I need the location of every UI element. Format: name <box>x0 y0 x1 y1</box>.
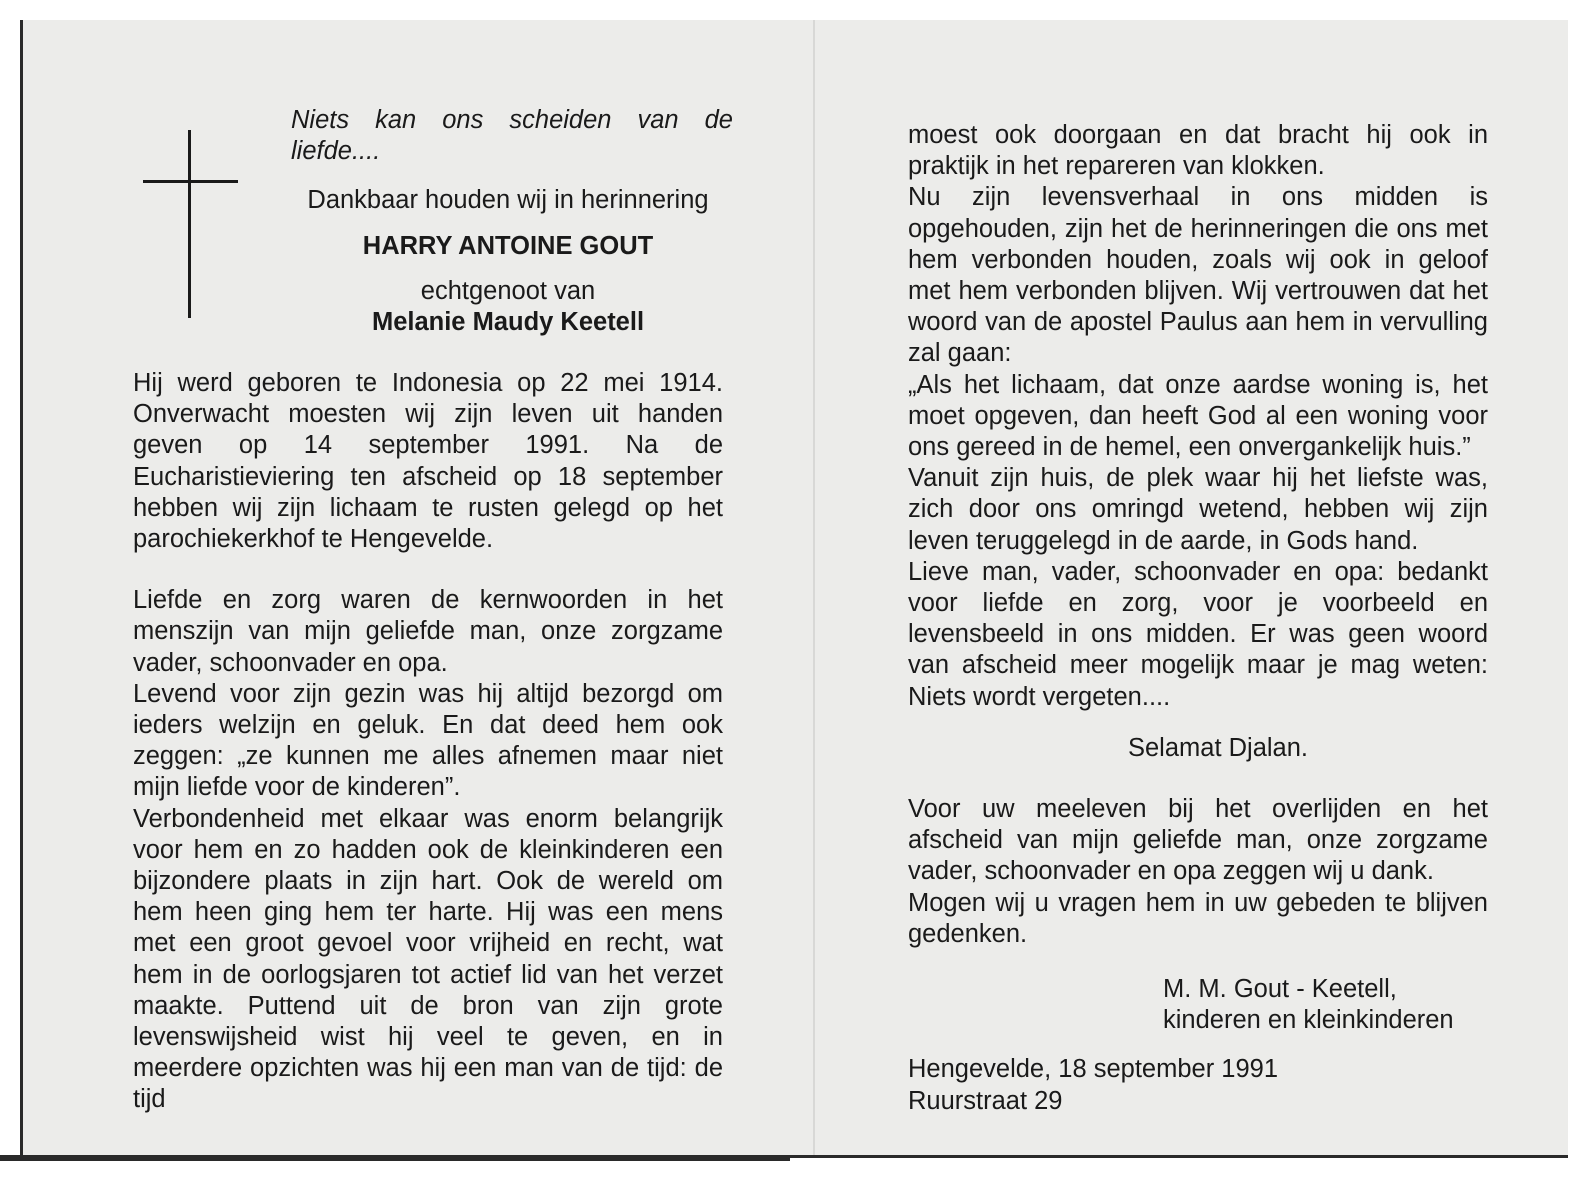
right-body <box>908 120 1488 1117</box>
love-paragraph: Liefde en zorg waren de kernwoorden in het menszijn van mijn geliefde man, onze zorgzame vader, schoonvader en opa. <box>133 586 723 677</box>
card-edge-shadow <box>0 1155 790 1161</box>
motto: Niets kan ons scheiden van de liefde.... <box>291 106 733 166</box>
place-date: Hengevelde, 18 september 1991 <box>908 1055 1279 1084</box>
cross-icon-arm <box>143 180 238 183</box>
memory-paragraph: Nu zijn levensverhaal in ons midden is opgehouden, zijn het de herinneringen die ons met hem verbonden houden, zoals wij ook in geloof met hem verbonden blijven. Wij vertrouwen dat het woord van de apostel Paulus aan hem in vervulling zal gaan: <box>908 183 1488 368</box>
left-body <box>133 368 723 1116</box>
relation-text: echtgenoot van <box>420 276 596 305</box>
thanks-paragraph: Voor uw meeleven bij het overlijden en het afscheid van mijn geliefde man, onze zorgzame vader, schoonvader en opa zeggen wij u dank. <box>908 795 1488 886</box>
deceased-name: HARRY ANTOINE GOUT <box>362 231 654 260</box>
family-paragraph: Levend voor zijn gezin was hij altijd bezorgd om ieders welzijn en geluk. En dat deed hem ook zeggen: „ze kunnen me alles afnemen maar niet mijn liefde voor de kinderen”. <box>133 679 723 802</box>
left-header <box>283 105 733 338</box>
farewell-line: Selamat Djalan. <box>1127 733 1308 762</box>
signature-family: kinderen en kleinkinderen <box>1163 1006 1454 1035</box>
signature-block <box>1163 974 1488 1036</box>
prayer-paragraph: Mogen wij u vragen hem in uw gebeden te blijven gedenken. <box>908 888 1488 948</box>
memorial-card <box>20 20 1568 1158</box>
card-fold <box>813 20 815 1155</box>
footer-block <box>908 1054 1488 1116</box>
continuation-paragraph: moest ook doorgaan en dat bracht hij ook in praktijk in het repareren van klokken. <box>908 121 1488 181</box>
address: Ruurstraat 29 <box>908 1086 1063 1115</box>
intro-text: Dankbaar houden wij in herinnering <box>307 186 709 215</box>
farewell-paragraph: Lieve man, vader, schoonvader en opa: bedankt voor liefde en zorg, voor je voorbeeld en levensbeeld in ons midden. Er was geen woord van afscheid meer mogelijk maar je mag weten: Niets wordt vergeten.... <box>908 557 1488 711</box>
bible-quote: „Als het lichaam, dat onze aardse woning is, het moet opgeven, dan heeft God al een woning voor ons gereed in de hemel, een onvergankelijk huis.” <box>908 370 1488 462</box>
spouse-name: Melanie Maudy Keetell <box>371 308 645 337</box>
signature-name: M. M. Gout - Keetell, <box>1163 975 1397 1004</box>
cross-icon <box>188 130 191 318</box>
life-paragraph: Verbondenheid met elkaar was enorm belangrijk voor hem en zo hadden ook de kleinkinderen een bijzondere plaats in zijn hart. Ook de wereld om hem heen ging hem ter harte. Hij was een mens met een groot gevoel voor vrijheid en recht, wat hem in de oorlogsjaren tot actief lid van het verzet maakte. Puttend uit de bron van zijn grote levenswijsheid wist hij veel te geven, en in meerdere opzichten was hij een man van de tijd: de tijd <box>133 804 723 1114</box>
birth-death-paragraph: Hij werd geboren te Indonesia op 22 mei 1914. Onverwacht moesten wij zijn leven uit handen geven op 14 september 1991. Na de Eucharistieviering ten afscheid op 18 september hebben wij zijn lichaam te rusten gelegd op het parochiekerkhof te Hengevelde. <box>133 369 723 554</box>
home-paragraph: Vanuit zijn huis, de plek waar hij het liefste was, zich door ons omringd wetend, hebben wij zijn leven teruggelegd in de aarde, in Gods hand. <box>908 464 1488 555</box>
